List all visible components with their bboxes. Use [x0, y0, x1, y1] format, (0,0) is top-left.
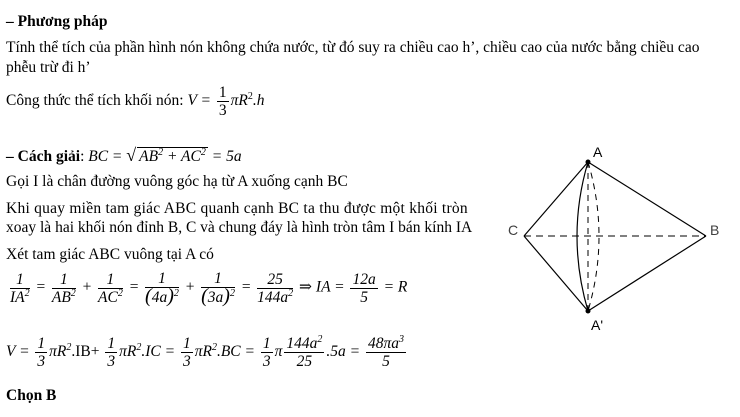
eq2-lhs: V = — [6, 343, 34, 361]
method-line-2: phễu trừ đi h’ — [6, 59, 91, 76]
equation-2 — [6, 335, 408, 370]
edge-ba2 — [588, 236, 706, 311]
eq2-t1: πR — [49, 343, 67, 361]
line-khi-1: Khi quay miền tam giác ABC quanh cạnh BC ta thu được một khối tròn — [6, 200, 468, 217]
eq2-n3: 1 — [182, 335, 191, 352]
bc-ac-exp: 2 — [200, 147, 206, 158]
eq2-d5: 25 — [296, 353, 313, 370]
eq1-e4: 2 — [173, 288, 179, 299]
eq2-frac-2 — [105, 335, 117, 370]
eq1-n2: 1 — [52, 271, 76, 289]
eq2-n5-wrap — [284, 335, 324, 353]
edge-ab — [588, 162, 706, 236]
eq1-d1-wrap — [10, 289, 30, 306]
label-a-prime: A' — [591, 317, 604, 333]
bc-ac: AC — [181, 148, 201, 165]
double-cone-figure — [500, 140, 735, 340]
eq1-d7: 5 — [360, 288, 368, 306]
eq1-n3: 1 — [98, 271, 123, 289]
solution-colon: : — [80, 148, 89, 165]
eq1-n4: 1 — [145, 270, 179, 288]
formula-rest: πR — [230, 92, 248, 110]
eq1-d3: AC — [98, 288, 118, 306]
formula-exp: 2 — [247, 91, 253, 103]
eq2-n1: 1 — [37, 335, 46, 352]
eq2-e5: 2 — [317, 334, 323, 345]
eq2-e6: 3 — [398, 334, 404, 345]
solution-heading: – Cách giải — [6, 148, 81, 165]
eq1-n1: 1 — [10, 271, 30, 289]
formula-num: 1 — [218, 84, 227, 101]
eq1-d2: AB — [51, 288, 71, 306]
eq2-frac-4 — [261, 335, 273, 370]
eq1-d6-wrap — [257, 289, 293, 306]
method-line-1: Tính thể tích của phần hình nón không chứa nước, từ đó suy ra chiều cao h’, chiều cao của nước bằng chiều cao — [6, 39, 700, 56]
eq2-d6: 5 — [382, 353, 390, 370]
eq1-d4: 4a — [151, 289, 168, 306]
eq2-t3b: .BC = — [216, 343, 259, 361]
formula-label: Công thức thể tích khối nón: — [6, 92, 188, 110]
eq2-t3: πR — [194, 343, 212, 361]
eq1-d6: 144a — [257, 288, 289, 306]
cone-volume-formula — [6, 84, 264, 119]
formula-fraction — [217, 84, 229, 119]
eq1-d2-wrap — [52, 289, 76, 306]
eq2-e1: 2 — [66, 342, 72, 354]
formula-tail: .h — [252, 92, 265, 110]
line-goi: Gọi I là chân đường vuông góc hạ từ A xuống cạnh BC — [6, 173, 348, 190]
eq2-n6-wrap — [366, 335, 406, 353]
eq1-equals-2: = — [124, 278, 144, 296]
eq1-n6: 25 — [257, 271, 293, 289]
eq2-e2: 2 — [136, 342, 142, 354]
point-a — [586, 160, 591, 165]
eq2-frac-6 — [366, 335, 406, 370]
eq1-d1: IA — [10, 288, 25, 306]
bc-ab: AB — [139, 148, 159, 165]
eq1-d3-wrap — [98, 289, 123, 306]
answer: Chọn B — [6, 387, 57, 404]
bc-lhs: BC = — [88, 148, 127, 165]
eq2-e3: 2 — [211, 342, 217, 354]
eq1-equals-r: = R — [379, 278, 408, 296]
eq2-n6: 48πa — [367, 335, 399, 352]
eq1-frac-3 — [98, 271, 123, 306]
eq2-d1: 3 — [37, 353, 46, 370]
eq1-equals-1: = — [31, 278, 50, 296]
eq2-n2: 1 — [107, 335, 116, 352]
equation-1 — [8, 270, 407, 306]
eq1-frac-6 — [257, 271, 293, 306]
eq1-n7: 12a — [352, 270, 376, 288]
eq2-frac-5 — [284, 335, 324, 370]
eq1-e2: 2 — [70, 287, 76, 299]
method-heading: – Phương pháp — [6, 13, 108, 30]
sqrt-content — [137, 147, 208, 166]
line-xet: Xét tam giác ABC vuông tại A có — [6, 246, 214, 263]
eq1-plus-2: + — [180, 278, 200, 296]
eq1-equals-3: = — [236, 278, 256, 296]
eq2-d2: 3 — [107, 353, 116, 370]
bc-rhs: = 5a — [207, 148, 242, 165]
solution-heading-line — [6, 145, 242, 166]
eq2-d4: 3 — [262, 353, 271, 370]
eq2-n5: 144a — [286, 335, 318, 352]
eq1-d5-wrap: $(3a)^2$ — [201, 285, 235, 307]
edge-ca — [524, 162, 588, 236]
eq1-e3: 2 — [117, 287, 123, 299]
eq2-frac-3 — [181, 335, 193, 370]
eq2-n4: 1 — [262, 335, 271, 352]
formula-lhs: V = — [187, 92, 215, 110]
eq1-frac-7 — [350, 271, 377, 306]
bc-plus: + — [163, 148, 182, 165]
eq2-t1b: .IB+ — [71, 343, 104, 361]
label-b: B — [710, 222, 720, 238]
eq1-frac-5 — [201, 270, 235, 306]
eq1-e5: 2 — [229, 288, 235, 299]
label-a: A — [593, 144, 603, 160]
edge-a2c — [524, 236, 588, 311]
eq2-frac-1 — [35, 335, 47, 370]
label-c: C — [508, 222, 519, 238]
eq1-implies: ⇒ IA = — [295, 278, 349, 296]
bc-ab-exp: 2 — [158, 147, 164, 158]
eq1-d4-wrap: $(4a)^2$ — [145, 285, 179, 307]
eq2-d3: 3 — [182, 353, 191, 370]
eq1-n5: 1 — [201, 270, 235, 288]
point-a2 — [586, 309, 591, 314]
formula-den: 3 — [218, 102, 227, 119]
eq2-t2: πR — [119, 343, 137, 361]
eq1-d5: 3a — [207, 289, 224, 306]
eq1-frac-1 — [10, 271, 30, 306]
line-khi-2: xoay là hai khối nón đỉnh B, C và chung đáy là hình tròn tâm I bán kính IA — [6, 219, 473, 236]
eq2-t5: .5a = — [326, 343, 364, 361]
eq1-frac-2 — [52, 271, 76, 306]
eq1-e1: 2 — [24, 287, 30, 299]
eq1-plus-1: + — [77, 278, 97, 296]
sqrt-symbol: √ — [126, 145, 137, 165]
eq2-pi: π — [274, 343, 283, 361]
eq1-e6: 2 — [288, 287, 294, 299]
eq2-t2b: .IC = — [141, 343, 179, 361]
eq1-frac-4 — [145, 270, 179, 306]
